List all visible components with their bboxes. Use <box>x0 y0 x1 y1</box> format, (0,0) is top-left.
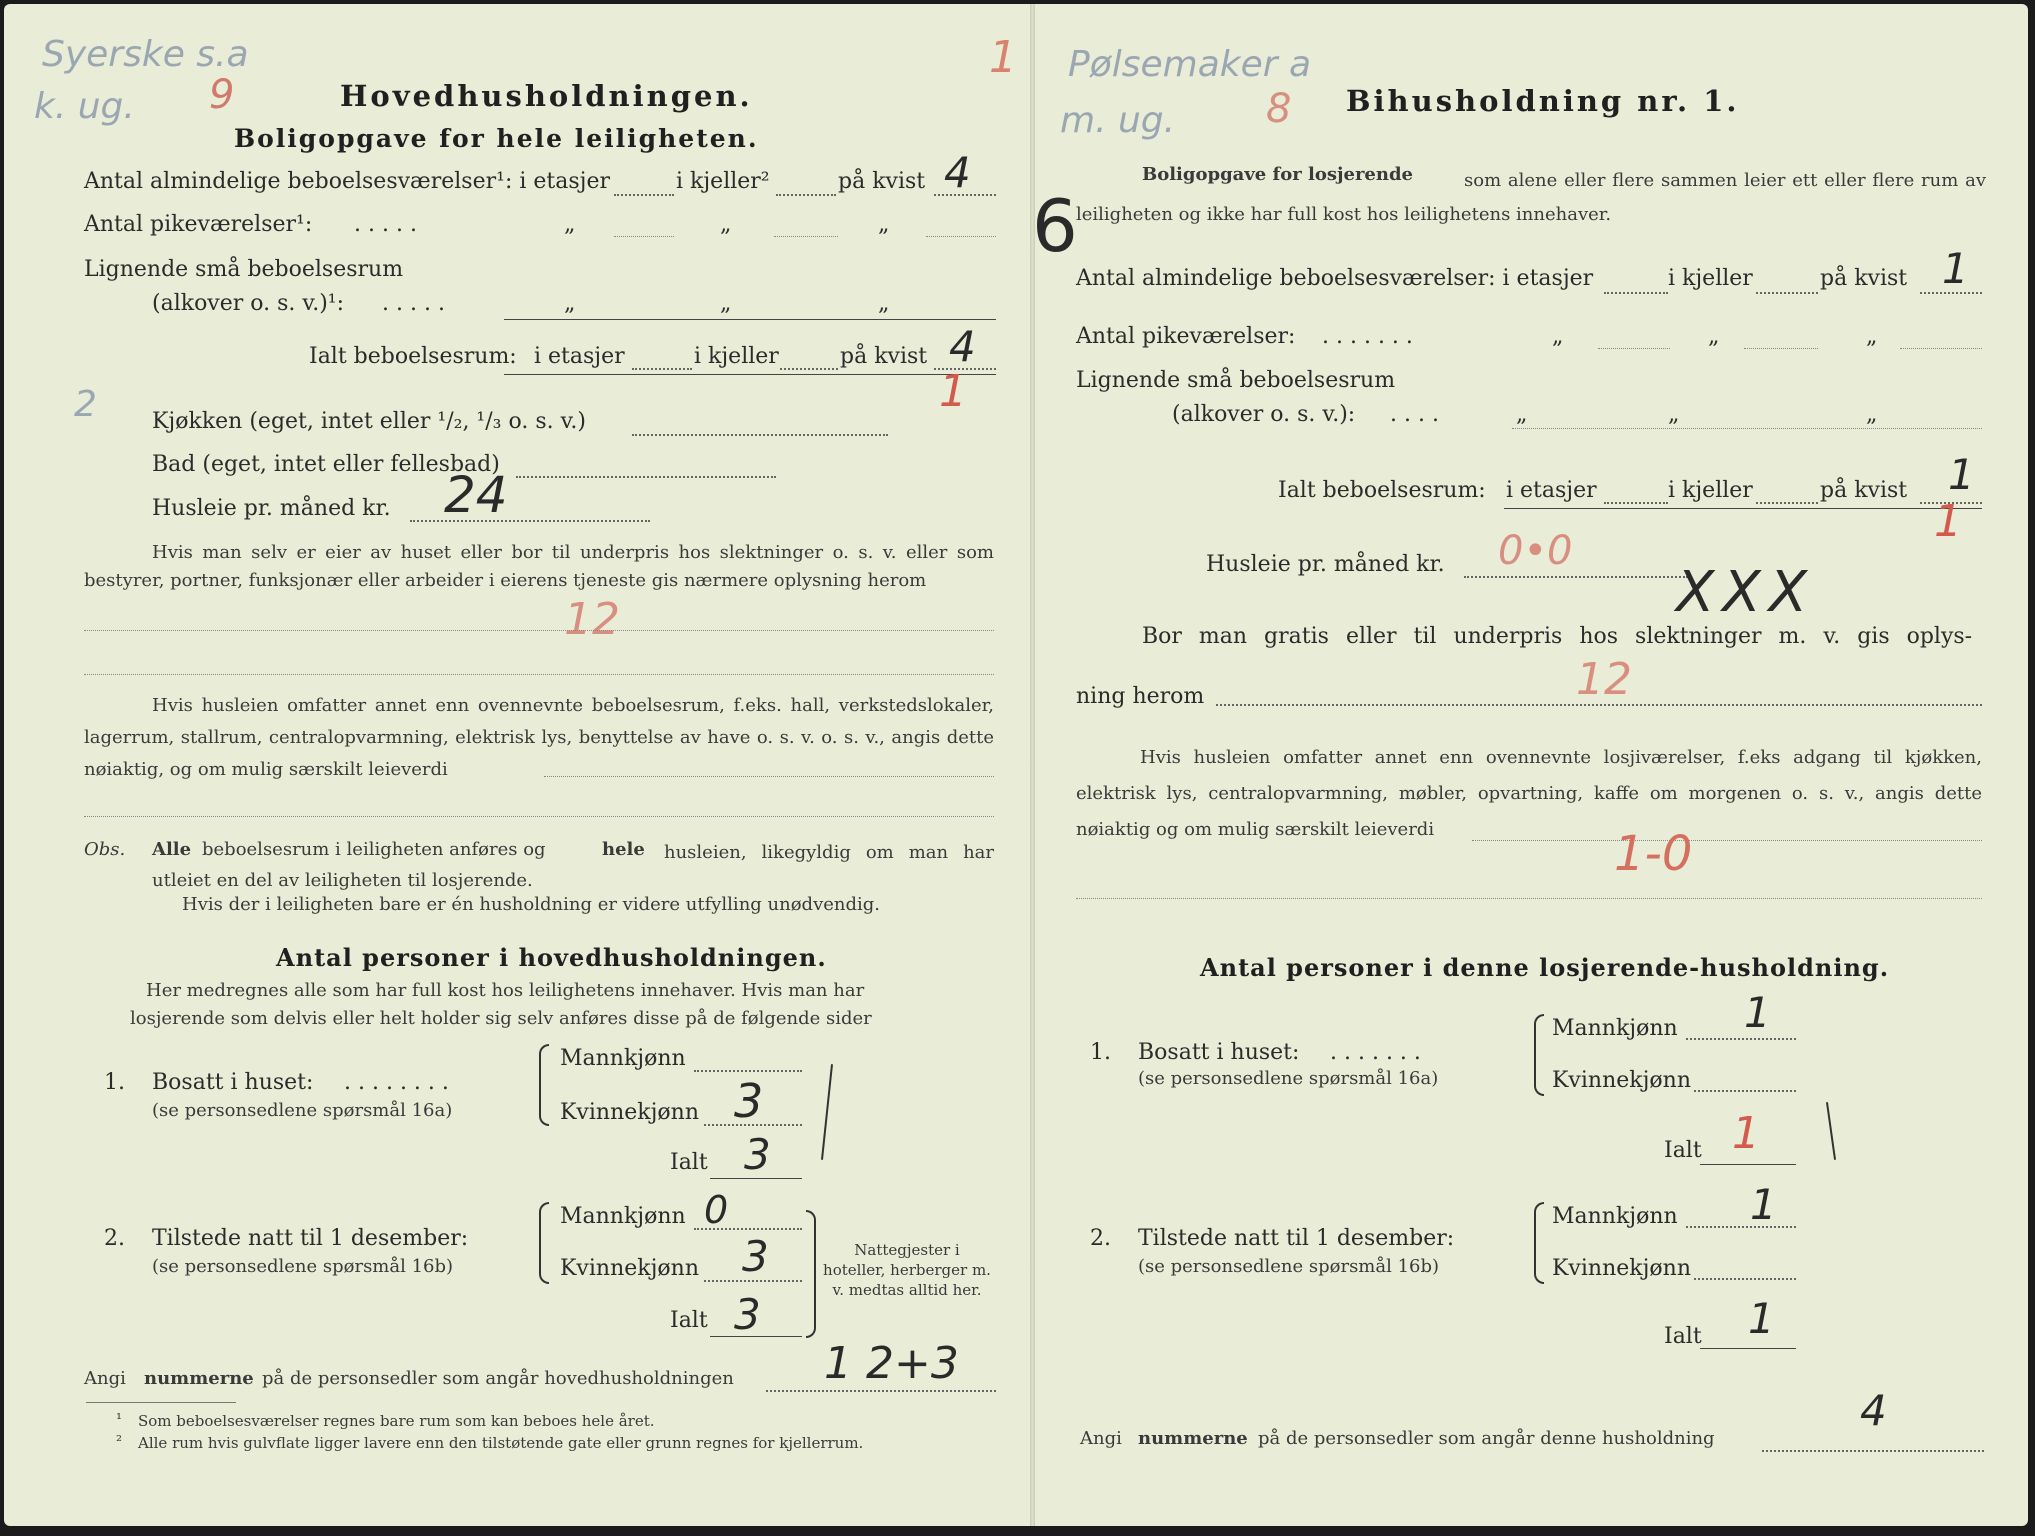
field-line <box>1900 348 1982 349</box>
handwritten-six: 6 <box>1032 184 1078 268</box>
field-etasjer-line <box>614 194 674 196</box>
label-bosatt-ref: (se personsedlene spørsmål 16a) <box>152 1100 453 1121</box>
label-lignende: Lignende små beboelsesrum <box>84 257 404 282</box>
field-line <box>1762 1450 1984 1452</box>
field-line <box>1686 1038 1796 1040</box>
gratis-text: ning herom <box>1076 684 1205 709</box>
handwritten-tilstede-mann: 1 <box>1750 1180 1777 1229</box>
label-kvinne: Kvinnekjønn <box>560 1256 699 1281</box>
census-form-sheet <box>4 4 2028 1526</box>
label-ialt-kjeller: i kjeller <box>1668 478 1753 503</box>
field-line <box>1472 840 1982 841</box>
field-line <box>1464 576 1688 578</box>
sum-line <box>504 374 996 375</box>
check-mark <box>1826 1102 1836 1160</box>
field-line <box>1512 428 1982 429</box>
field-line <box>84 816 994 817</box>
label-kjeller: i kjeller <box>1668 266 1753 291</box>
ditto-mark: „ <box>720 291 732 316</box>
field-line <box>1700 1164 1796 1165</box>
row-number: 2. <box>104 1226 125 1251</box>
page-title: Hovedhusholdningen. <box>340 79 753 113</box>
brace <box>539 1202 549 1284</box>
handwritten-angi: 1 2+3 <box>824 1338 959 1389</box>
label-kvist: på kvist <box>838 169 926 194</box>
page-subtitle: Boligopgave for hele leiligheten. <box>234 124 759 153</box>
field-line <box>1756 292 1818 294</box>
section-title-persons: Antal personer i denne losjerende-husholdning. <box>1200 953 1890 982</box>
omfatter-text: Hvis husleien omfatter annet enn ovennevnte losjiværelser, f.eks adgang til kjøkken, elektrisk lys, centralopvarmning, møbler, opvartning, kaffe om morgenen o. s. v., angis dette nøiaktig og om mulig særskilt leieverdi <box>1076 747 1982 840</box>
intro-bold: Boligopgave for losjerende <box>1142 164 1414 185</box>
label-rooms: Antal almindelige beboelsesværelser¹: i etasjer <box>84 169 611 194</box>
angi-text: på de personsedler som angår hovedhusholdningen <box>262 1368 734 1389</box>
angi-nummerne: nummerne <box>144 1368 254 1389</box>
handwritten-tilstede-ialt: 1 <box>1748 1294 1775 1343</box>
field-line <box>1604 502 1668 504</box>
handwritten-bosatt-ialt: 3 <box>744 1130 771 1179</box>
label-ialt-etasjer: i etasjer <box>1506 478 1597 503</box>
persons-text: losjerende som delvis eller helt holder sig selv anføres disse på de følgende sider <box>130 1008 872 1029</box>
ditto-mark: „ <box>878 291 890 316</box>
obs-label: Obs. <box>84 839 126 860</box>
ditto-mark: „ <box>878 212 890 237</box>
label-ialt: Ialt <box>1664 1138 1702 1163</box>
handwritten-red-one: 1 <box>989 32 1017 83</box>
page-title-right: Bihusholdning nr. 1. <box>1346 84 1740 118</box>
handwritten-ialt-kvist: 1 <box>1948 450 1975 499</box>
label-ialt-etasjer: i etasjer <box>534 344 625 369</box>
field-line <box>1700 1348 1796 1349</box>
field-line <box>1686 1226 1796 1228</box>
sum-line <box>504 319 996 320</box>
dots: . . . . <box>1390 402 1439 427</box>
label-ialt-beboelsesrum: Ialt beboelsesrum: <box>309 344 517 369</box>
row-number: 1. <box>1090 1040 1111 1065</box>
footnote: Som beboelsesværelser regnes bare rum som kan beboes hele året. <box>138 1412 655 1430</box>
field-line <box>1756 502 1818 504</box>
handwritten-note: m. ug. <box>1060 100 1176 141</box>
section-title-persons: Antal personer i hovedhusholdningen. <box>276 943 827 972</box>
label-lignende: Lignende små beboelsesrum <box>1076 368 1396 393</box>
label-kjokken: Kjøkken (eget, intet eller ¹/₂, ¹/₃ o. s. v.) <box>152 409 586 434</box>
footnote: Alle rum hvis gulvflate ligger lavere enn den tilstøtende gate eller grunn regnes for kjellerrum. <box>138 1434 864 1452</box>
label-ialt-kvist: på kvist <box>1820 478 1908 503</box>
gratis-text: Bor man gratis eller til underpris hos slektninger m. v. gis oplys- <box>1142 624 1973 649</box>
obs-text: husleien, likegyldig om man har utleiet en del av leiligheten til losjerende. <box>152 842 994 891</box>
label-tilstede: Tilstede natt til 1 desember: <box>1138 1226 1455 1251</box>
ditto-mark: „ <box>564 291 576 316</box>
label-husleie: Husleie pr. måned kr. <box>1206 552 1445 577</box>
label-husleie: Husleie pr. måned kr. <box>152 496 391 521</box>
handwritten-occupation: Pølsemaker a <box>1068 44 1312 85</box>
field-line <box>516 476 776 478</box>
ditto-mark: „ <box>1866 402 1878 427</box>
handwritten-bosatt-mann: 1 <box>1744 988 1771 1037</box>
field-line <box>1744 348 1818 349</box>
brace <box>806 1210 816 1338</box>
ditto-mark: „ <box>1866 324 1878 349</box>
label-kvinne: Kvinnekjønn <box>560 1100 699 1125</box>
obs-hele: hele <box>602 839 645 860</box>
field-line <box>632 368 692 370</box>
handwritten-twelve: 12 <box>1576 654 1632 705</box>
label-tilstede-ref: (se personsedlene spørsmål 16b) <box>1138 1256 1440 1277</box>
dots: . . . . . . . <box>1322 324 1413 349</box>
obs-text: Hvis der i leiligheten bare er én husholdning er videre utfylling unødvendig. <box>182 894 881 915</box>
handwritten-tilstede-ialt: 3 <box>734 1290 761 1339</box>
label-mann: Mannkjønn <box>1552 1204 1678 1229</box>
footnote-rule <box>86 1402 236 1403</box>
check-mark <box>821 1064 833 1160</box>
field-line <box>1076 898 1982 899</box>
field-kjeller-line <box>776 194 836 196</box>
handwritten-kvist-value: 4 <box>944 148 971 197</box>
field-line <box>926 236 996 237</box>
dots: . . . . . <box>354 212 417 237</box>
field-line <box>614 236 674 237</box>
row-number: 2. <box>1090 1226 1111 1251</box>
label-bosatt-ref: (se personsedlene spørsmål 16a) <box>1138 1068 1439 1089</box>
ditto-mark: „ <box>564 212 576 237</box>
label-kvinne: Kvinnekjønn <box>1552 1256 1691 1281</box>
ditto-mark: „ <box>1552 324 1564 349</box>
label-kvinne: Kvinnekjønn <box>1552 1068 1691 1093</box>
label-pikevaerelser: Antal pikeværelser: <box>1076 324 1296 349</box>
field-line <box>694 1070 802 1072</box>
field-line <box>1694 1278 1796 1280</box>
label-bosatt: Bosatt i huset: <box>152 1070 314 1095</box>
eier-text: Hvis man selv er eier av huset eller bor til underpris hos slektninger o. s. v. eller som bestyrer, portner, funksjonær eller arbeider i eierens tjeneste gis nærmere oplysning herom <box>84 542 994 591</box>
label-kjeller: i kjeller² <box>676 169 770 194</box>
label-bad: Bad (eget, intet eller fellesbad) <box>152 452 500 477</box>
angi-text: på de personsedler som angår denne husholdning <box>1258 1428 1715 1449</box>
handwritten-bosatt-ialt: 1 <box>1732 1108 1760 1159</box>
label-mann: Mannkjønn <box>560 1204 686 1229</box>
label-alkover: (alkover o. s. v.): <box>1172 402 1356 427</box>
sum-line <box>1504 508 1982 509</box>
handwritten-note: k. ug. <box>34 86 135 127</box>
handwritten-angi: 4 <box>1860 1386 1887 1435</box>
dots: . . . . . . . <box>1330 1040 1421 1065</box>
brace <box>1534 1202 1544 1284</box>
handwritten-occupation: Syerske s.a <box>42 34 249 75</box>
field-line <box>84 674 994 675</box>
field-line <box>632 434 888 436</box>
field-line <box>766 1390 996 1392</box>
dots: . . . . . . . . <box>344 1070 449 1095</box>
brace <box>539 1044 549 1126</box>
label-ialt-beboelsesrum: Ialt beboelsesrum: <box>1278 478 1486 503</box>
ditto-mark: „ <box>720 212 732 237</box>
field-line <box>1694 1090 1796 1092</box>
label-ialt: Ialt <box>1664 1324 1702 1349</box>
handwritten-kvist-value: 1 <box>1942 244 1969 293</box>
angi-nummerne: nummerne <box>1138 1428 1248 1449</box>
ditto-mark: „ <box>1668 402 1680 427</box>
handwritten-xxx: XXX <box>1676 560 1816 625</box>
label-ialt-kjeller: i kjeller <box>694 344 779 369</box>
handwritten-tilstede-mann: 0 <box>704 1188 729 1232</box>
label-rooms: Antal almindelige beboelsesværelser: i etasjer <box>1076 266 1594 291</box>
field-line <box>544 776 994 777</box>
field-line <box>84 630 994 631</box>
nattegjester-note: Nattegjester i hoteller, herberger m. v. medtas alltid her. <box>823 1241 991 1299</box>
handwritten-husleie: 24 <box>444 466 508 524</box>
field-line <box>780 368 838 370</box>
label-tilstede-ref: (se personsedlene spørsmål 16b) <box>152 1256 454 1277</box>
footnote-mark: ¹ <box>116 1410 123 1428</box>
ditto-mark: „ <box>1516 402 1528 427</box>
persons-text: Her medregnes alle som har full kost hos leilighetens innehaver. Hvis man har <box>146 980 865 1001</box>
label-tilstede: Tilstede natt til 1 desember: <box>152 1226 469 1251</box>
angi-label: Angi <box>84 1368 126 1389</box>
angi-label: Angi <box>1080 1428 1122 1449</box>
label-pikevaerelser: Antal pikeværelser¹: <box>84 212 313 237</box>
label-ialt: Ialt <box>670 1150 708 1175</box>
label-mann: Mannkjønn <box>1552 1016 1678 1041</box>
field-line <box>1604 292 1668 294</box>
handwritten-husleie: 0•0 <box>1498 528 1573 574</box>
brace <box>1534 1014 1544 1096</box>
label-alkover: (alkover o. s. v.)¹: <box>152 291 345 316</box>
dots: . . . . . <box>382 291 445 316</box>
label-bosatt: Bosatt i huset: <box>1138 1040 1300 1065</box>
label-kvist: på kvist <box>1820 266 1908 291</box>
handwritten-ialt-kvist: 4 <box>949 322 976 371</box>
obs-alle: Alle <box>152 839 192 860</box>
label-ialt-kvist: på kvist <box>840 344 928 369</box>
label-mann: Mannkjønn <box>560 1046 686 1071</box>
handwritten-eight: 8 <box>1266 86 1292 132</box>
handwritten-bosatt-kvinne: 3 <box>734 1074 764 1128</box>
handwritten-tilstede-kvinne: 3 <box>742 1232 769 1281</box>
row-number: 1. <box>104 1070 125 1095</box>
handwritten-two: 2 <box>74 384 97 425</box>
handwritten-twelve: 12 <box>564 594 620 645</box>
handwritten-nine: 9 <box>209 72 235 118</box>
handwritten-red-check: 1 <box>939 366 967 417</box>
handwritten-leieverdi: 1-0 <box>1614 826 1693 882</box>
field-line <box>774 236 838 237</box>
footnote-mark: ² <box>116 1432 123 1450</box>
field-line <box>1598 348 1670 349</box>
intro-text: som alene eller flere sammen leier ett eller flere rum av leiligheten og ikke har full kost hos leilighetens innehaver. <box>1076 170 1986 225</box>
label-ialt: Ialt <box>670 1308 708 1333</box>
obs-text: beboelsesrum i leiligheten anføres og <box>202 839 546 860</box>
omfatter-text: Hvis husleien omfatter annet enn ovennevnte beboelsesrum, f.eks. hall, verkstedslokaler, lagerrum, stallrum, centralopvarmning, elektrisk lys, benyttelse av have o. s. v. o. s. v., angis dette nøiaktig, og om mulig særskilt leieverdi <box>84 695 994 780</box>
ditto-mark: „ <box>1708 324 1720 349</box>
handwritten-red-check: 1 <box>1934 496 1962 547</box>
